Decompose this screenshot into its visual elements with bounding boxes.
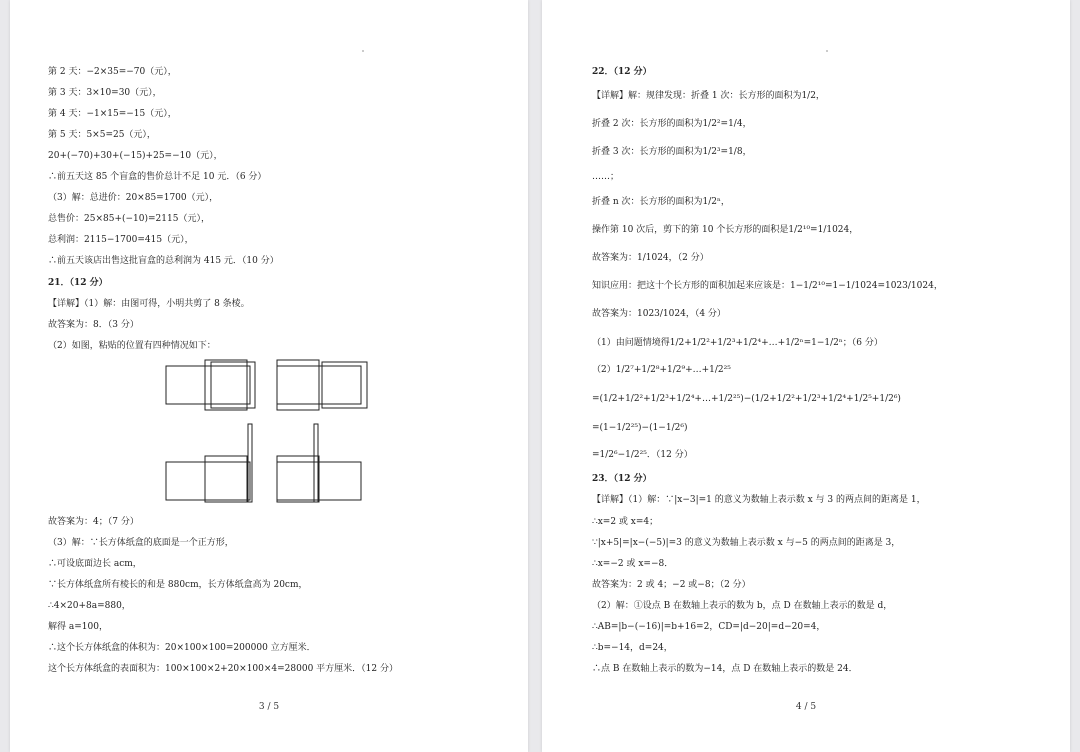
text-line: ∴可设底面边长 acm， xyxy=(48,559,142,569)
text-line: 【详解】解：规律发现：折叠 1 次：长方形的面积为1/2， xyxy=(592,91,825,101)
text-line: 折叠 3 次：长方形的面积为1/2³=1/8， xyxy=(592,147,752,157)
question-heading-23: 23．（12 分） xyxy=(592,474,652,484)
text-line: 【详解】（1）解：∵|x−3|=1 的意义为数轴上表示数 x 与 3 的两点间的距离是 1， xyxy=(592,495,926,505)
document-page-4 xyxy=(542,0,1070,752)
document-page-3 xyxy=(10,0,528,752)
text-line: 【详解】（1）解：由图可得，小明共剪了 8 条棱。 xyxy=(48,299,250,309)
text-line: 操作第 10 次后，剪下的第 10 个长方形的面积是1/2¹⁰=1/1024， xyxy=(592,225,859,235)
text-line: （3）解：总进价：20×85=1700（元）， xyxy=(48,193,219,203)
text-line: 20+(−70)+30+(−15)+25=−10（元）， xyxy=(48,151,223,161)
scan-dot xyxy=(362,50,364,52)
text-line: 第 2 天：−2×35=−70（元）， xyxy=(48,67,177,77)
text-line: =1/2⁶−1/2²⁵．（12 分） xyxy=(592,450,693,460)
net-figure-2 xyxy=(277,360,367,410)
text-line: =(1−1/2²⁵)−(1−1/2⁶) xyxy=(592,423,688,433)
text-line: 故答案为：8．（3 分） xyxy=(48,320,139,330)
text-line: （2）解：①设点 B 在数轴上表示的数为 b，点 D 在数轴上表示的数是 d， xyxy=(592,601,893,611)
question-heading-22: 22．（12 分） xyxy=(592,67,652,77)
text-line: 第 3 天：3×10=30（元）， xyxy=(48,88,162,98)
text-line: ∴点 B 在数轴上表示的数为−14，点 D 在数轴上表示的数是 24． xyxy=(592,664,858,674)
net-figure-3 xyxy=(166,424,252,502)
text-line: 折叠 n 次：长方形的面积为1/2ⁿ， xyxy=(592,197,730,207)
text-line: ……； xyxy=(592,172,620,182)
text-line: （2）如图，粘贴的位置有四种情况如下： xyxy=(48,341,216,351)
text-line: =(1/2+1/2²+1/2³+1/2⁴+…+1/2²⁵)−(1/2+1/2²+1/2³+1/2⁴+1/2⁵+1/2⁶) xyxy=(592,394,901,404)
text-line: 故答案为：4；（7 分） xyxy=(48,517,139,527)
text-line: ∴x=2 或 x=4； xyxy=(592,517,659,527)
text-line: 故答案为：1023/1024，（4 分） xyxy=(592,309,726,319)
text-line: 第 5 天：5×5=25（元）， xyxy=(48,130,156,140)
text-line: 折叠 2 次：长方形的面积为1/2²=1/4， xyxy=(592,119,752,129)
text-line: 第 4 天：−1×15=−15（元）， xyxy=(48,109,177,119)
text-line: 故答案为：2 或 4；−2 或−8；（2 分） xyxy=(592,580,751,590)
text-line: （1）由问题情境得1/2+1/2²+1/2³+1/2⁴+…+1/2ⁿ=1−1/2ⁿ；（6 分） xyxy=(592,338,883,348)
text-line: ∵长方体纸盒所有棱长的和是 880cm，长方体纸盒高为 20cm， xyxy=(48,580,308,590)
text-line: 总售价：25×85+(−10)=2115（元）， xyxy=(48,214,210,224)
text-line: （2）1/2⁷+1/2⁸+1/2⁹+…+1/2²⁵ xyxy=(592,365,731,375)
text-line: ∴b=−14，d=24， xyxy=(592,643,673,653)
text-line: ∴前五天该店出售这批盲盒的总利润为 415 元．（10 分） xyxy=(48,256,279,266)
text-line: ∵|x+5|=|x−(−5)|=3 的意义为数轴上表示数 x 与−5 的两点间的距离是 3， xyxy=(592,538,901,548)
box-net-figures xyxy=(160,358,370,504)
text-line: 故答案为：1/1024，（2 分） xyxy=(592,253,709,263)
text-line: 知识应用：把这十个长方形的面积加起来应该是：1−1/2¹⁰=1−1/1024=1023/1024， xyxy=(592,281,943,291)
net-figure-1 xyxy=(166,360,255,410)
text-line: 这个长方体纸盒的表面积为：100×100×2+20×100×4=28000 平方厘米．（12 分） xyxy=(48,664,398,674)
text-line: （3）解：∵长方体纸盒的底面是一个正方形， xyxy=(48,538,234,548)
net-figure-4 xyxy=(277,424,361,502)
text-line: ∴x=−2 或 x=−8． xyxy=(592,559,674,569)
text-line: ∴AB=|b−(−16)|=b+16=2，CD=|d−20|=d−20=4， xyxy=(592,622,826,632)
text-line: ∴前五天这 85 个盲盒的售价总计不足 10 元．（6 分） xyxy=(48,172,267,182)
text-line: 总利润：2115−1700=415（元）， xyxy=(48,235,194,245)
page-number: 3 / 5 xyxy=(258,702,280,712)
text-line: ∴这个长方体纸盒的体积为：20×100×100=200000 立方厘米． xyxy=(48,643,316,653)
page-number: 4 / 5 xyxy=(795,702,817,712)
text-line: 解得 a=100， xyxy=(48,622,108,632)
scan-dot xyxy=(826,50,828,52)
question-heading-21: 21．（12 分） xyxy=(48,278,108,288)
text-line: ∴4×20+8a=880， xyxy=(48,601,131,611)
